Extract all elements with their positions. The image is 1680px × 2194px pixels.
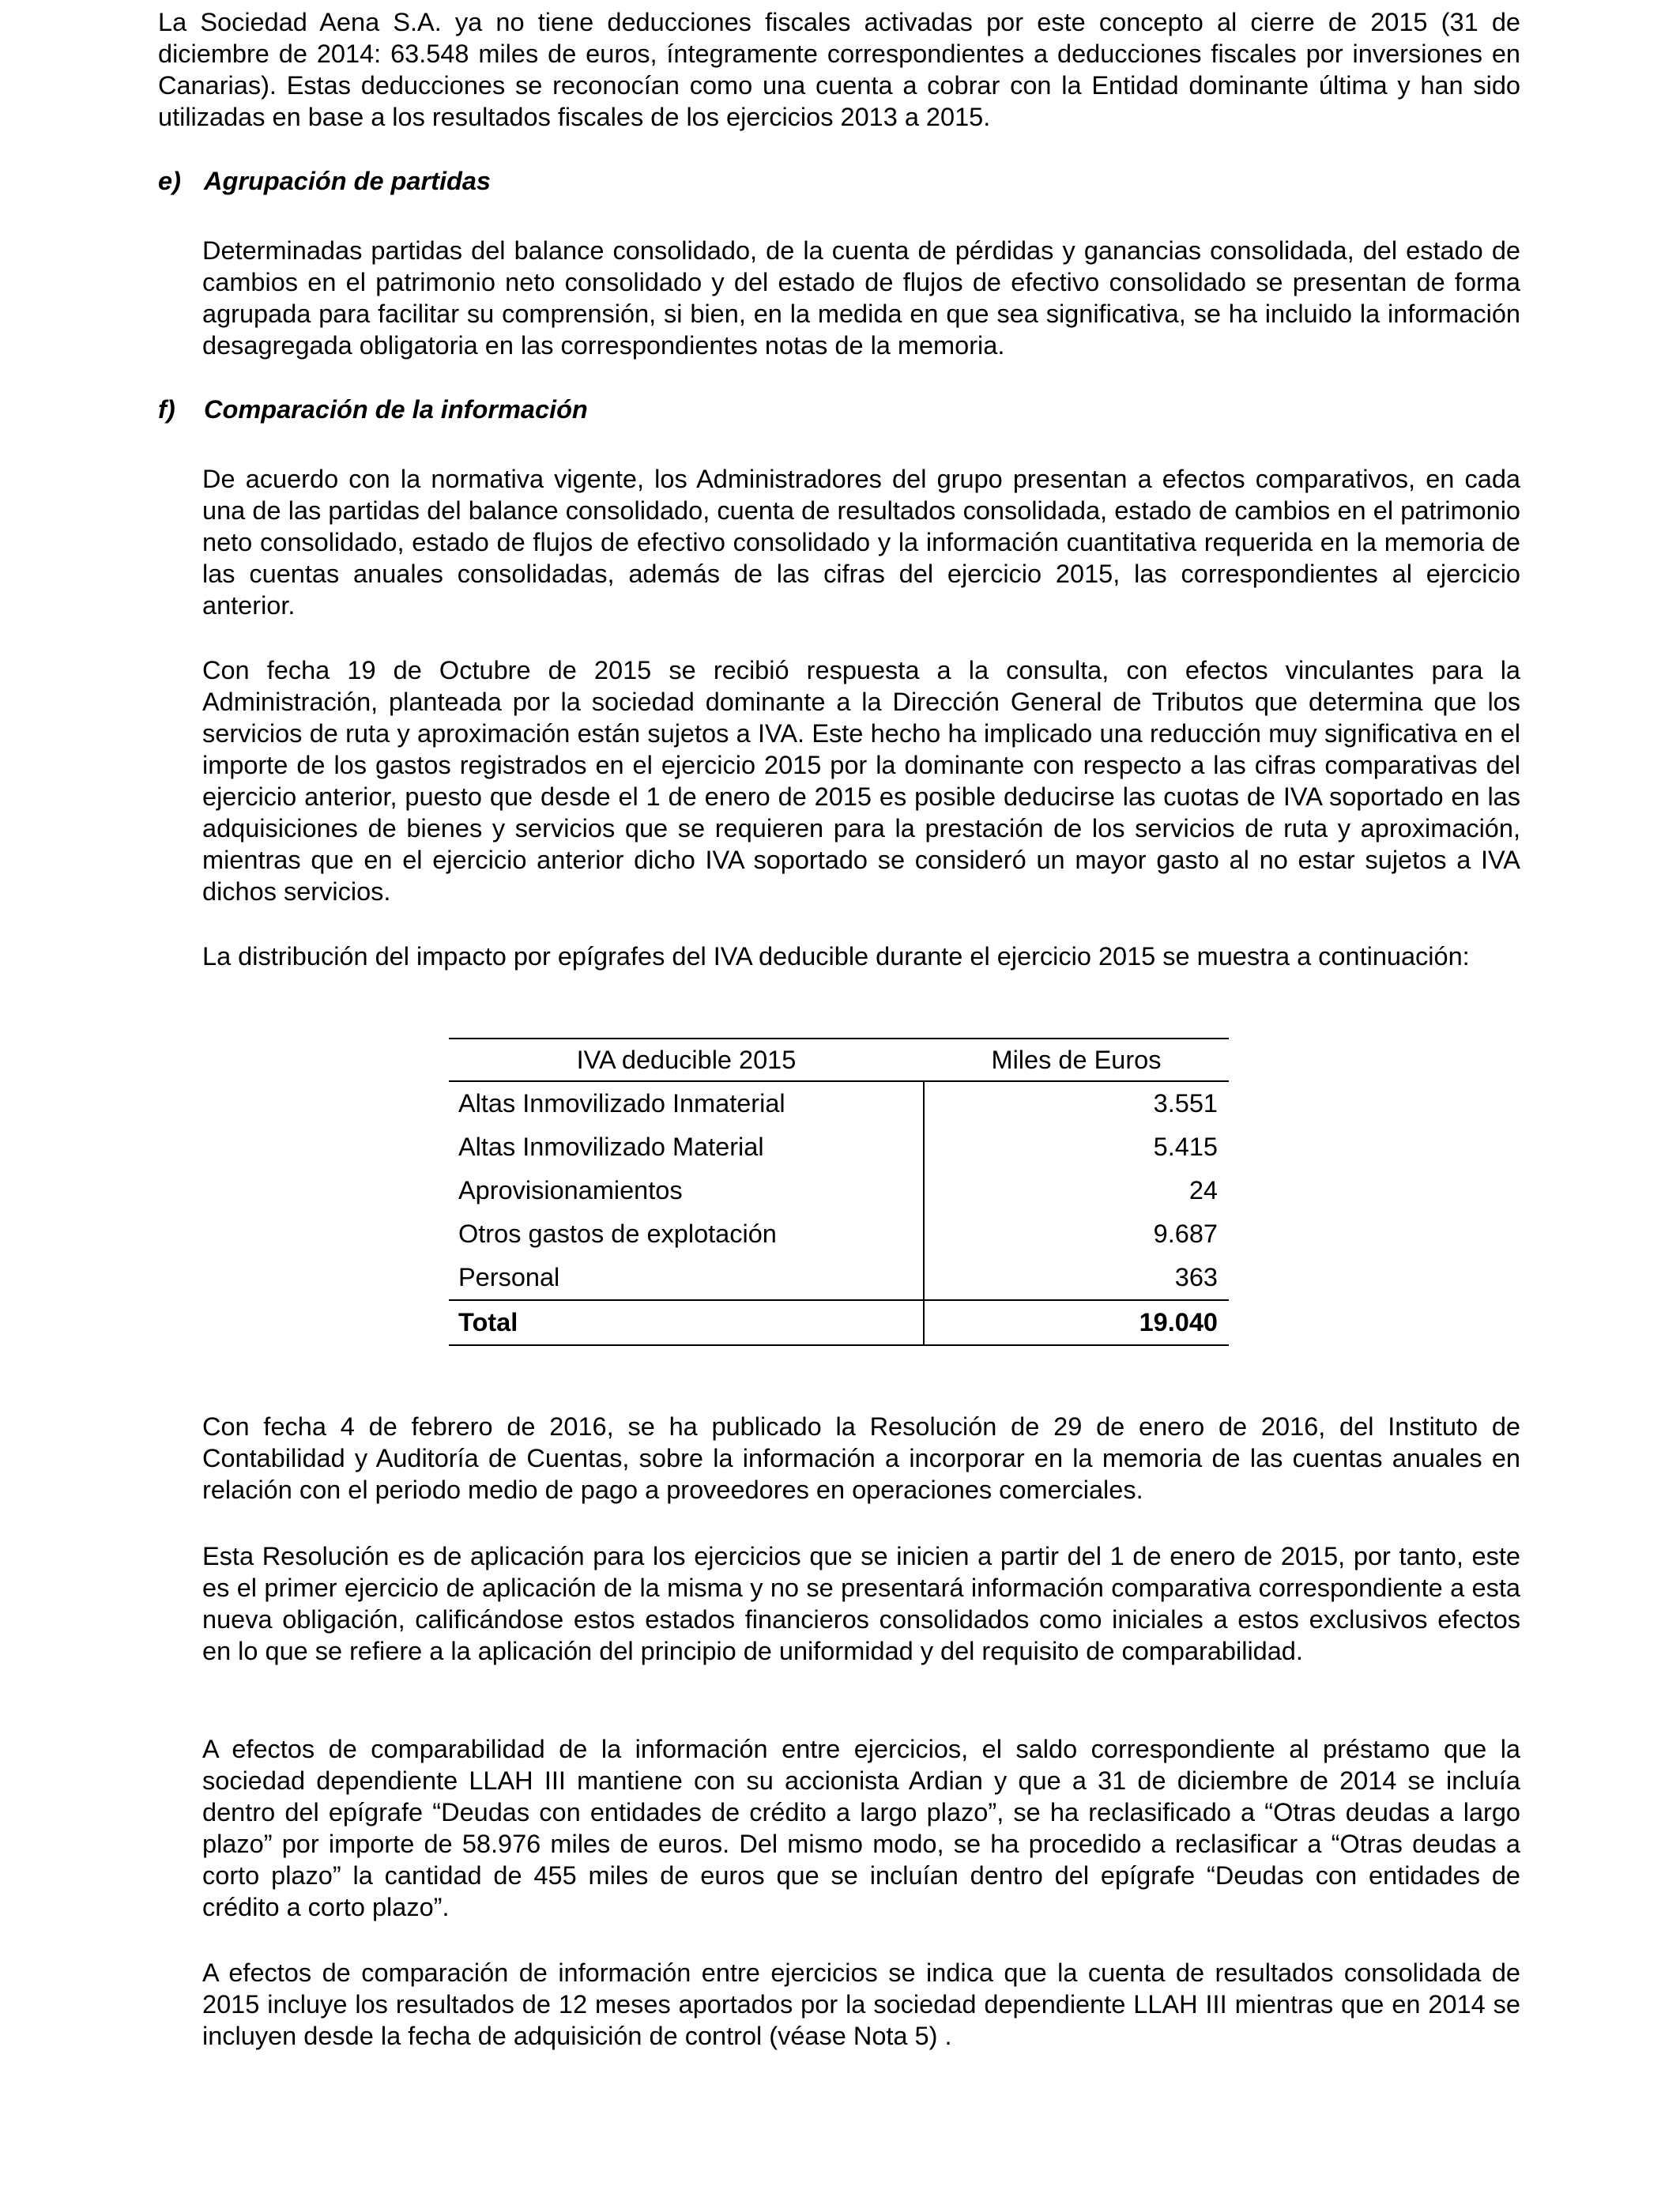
table-cell-value: 9.687	[924, 1212, 1229, 1256]
section-title: Comparación de la información	[204, 395, 588, 424]
table-row	[449, 1169, 1229, 1212]
section-title: Agrupación de partidas	[204, 167, 491, 195]
table-cell-label: Altas Inmovilizado Inmaterial	[458, 1089, 785, 1118]
table-header-row	[449, 1039, 1229, 1081]
table-row	[449, 1256, 1229, 1300]
table-cell-label: Aprovisionamientos	[458, 1176, 683, 1204]
table-row	[449, 1081, 1229, 1125]
section-heading-e	[158, 165, 491, 197]
section-heading-f	[158, 394, 588, 425]
table-header-value: Miles de Euros	[924, 1039, 1229, 1081]
table-cell-label: Otros gastos de explotación	[458, 1220, 777, 1248]
table-cell-value: 3.551	[924, 1081, 1229, 1125]
paragraph-deducciones-fiscales: La Sociedad Aena S.A. ya no tiene deducciones fiscales activadas por este concepto al cierre de 2015 (31 de diciembre de 2014: 63.548 miles de euros, íntegramente correspondientes a deducciones fiscales por inversiones en Canarias). Estas deducciones se reconocían como una cuenta a cobrar con la Entidad dominante última y han sido utilizadas en base a los resultados fiscales de los ejercicios 2013 a 2015.	[158, 8, 1520, 131]
table-cell-value: 24	[924, 1169, 1229, 1212]
table-cell-value: 363	[924, 1256, 1229, 1300]
paragraph-resolucion-icac: Con fecha 4 de febrero de 2016, se ha publicado la Resolución de 29 de enero de 2016, del Instituto de Contabilidad y Auditoría de Cuentas, sobre la información a incorporar en la memoria de las cuentas anuales en relación con el periodo medio de pago a proveedores en operaciones comerciales.	[202, 1412, 1520, 1504]
section-letter: f)	[158, 395, 175, 424]
table-total-label: Total	[449, 1300, 924, 1345]
paragraph-aplicacion-resolucion: Esta Resolución es de aplicación para los ejercicios que se inicien a partir del 1 de enero de 2015, por tanto, este es el primer ejercicio de aplicación de la misma y no se presentará información comparativa correspondiente a esta nueva obligación, calificándose estos estados financieros consolidados como iniciales a estos exclusivos efectos en lo que se refiere a la aplicación del principio de uniformidad y del requisito de comparabilidad.	[202, 1542, 1520, 1665]
table-cell-label: Personal	[458, 1263, 560, 1291]
section-letter: e)	[158, 167, 181, 195]
table-total-value: 19.040	[924, 1300, 1229, 1345]
paragraph-distribucion: La distribución del impacto por epígrafes del IVA deducible durante el ejercicio 2015 se muestra a continuación:	[202, 942, 1470, 971]
table-header-label: IVA deducible 2015	[449, 1039, 924, 1081]
paragraph-reclasificacion: A efectos de comparabilidad de la información entre ejercicios, el saldo correspondiente al préstamo que la sociedad dependiente LLAH III mantiene con su accionista Ardian y que a 31 de diciembre de 2014 se incluía dentro del epígrafe “Deudas con entidades de crédito a largo plazo”, se ha reclasificado a “Otras deudas a largo plazo” por importe de 58.976 miles de euros. Del mismo modo, se ha procedido a reclasificar a “Otras deudas a corto plazo” la cantidad de 455 miles de euros que se incluían dentro del epígrafe “Deudas con entidades de crédito a corto plazo”.	[202, 1735, 1520, 1921]
paragraph-consulta-iva: Con fecha 19 de Octubre de 2015 se recibió respuesta a la consulta, con efectos vinculantes para la Administración, planteada por la sociedad dominante a la Dirección General de Tributos que determina que los servicios de ruta y aproximación están sujetos a IVA. Este hecho ha implicado una reducción muy significativa en el importe de los gastos registrados en el ejercicio 2015 por la dominante con respecto a las cifras comparativas del ejercicio anterior, puesto que desde el 1 de enero de 2015 es posible deducirse las cuotas de IVA soportado en las adquisiciones de bienes y servicios que se requieren para la prestación de los servicios de ruta y aproximación, mientras que en el ejercicio anterior dicho IVA soportado se consideró un mayor gasto al no estar sujetos a IVA dichos servicios.	[202, 656, 1520, 906]
paragraph-agrupacion: Determinadas partidas del balance consolidado, de la cuenta de pérdidas y ganancias consolidada, del estado de cambios en el patrimonio neto consolidado y del estado de flujos de efectivo consolidado se presentan de forma agrupada para facilitar su comprensión, si bien, en la medida en que sea significativa, se ha incluido la información desagregada obligatoria en las correspondientes notas de la memoria.	[202, 236, 1520, 360]
paragraph-comparacion: De acuerdo con la normativa vigente, los Administradores del grupo presentan a efectos comparativos, en cada una de las partidas del balance consolidado, cuenta de resultados consolidada, estado de cambios en el patrimonio neto consolidado, estado de flujos de efectivo consolidado y la información cuantitativa requerida en la memoria de las cuentas anuales consolidadas, además de las cifras del ejercicio 2015, las correspondientes al ejercicio anterior.	[202, 465, 1520, 620]
iva-table	[449, 1038, 1229, 1346]
table-total-row	[449, 1300, 1229, 1345]
table-row	[449, 1212, 1229, 1256]
paragraph-llah-iii: A efectos de comparación de información entre ejercicios se indica que la cuenta de resultados consolidada de 2015 incluye los resultados de 12 meses aportados por la sociedad dependiente LLAH III mientras que en 2014 se incluyen desde la fecha de adquisición de control (véase Nota 5) .	[202, 1958, 1520, 2050]
table-row	[449, 1125, 1229, 1169]
table-cell-label: Altas Inmovilizado Material	[458, 1133, 764, 1161]
table-cell-value: 5.415	[924, 1125, 1229, 1169]
